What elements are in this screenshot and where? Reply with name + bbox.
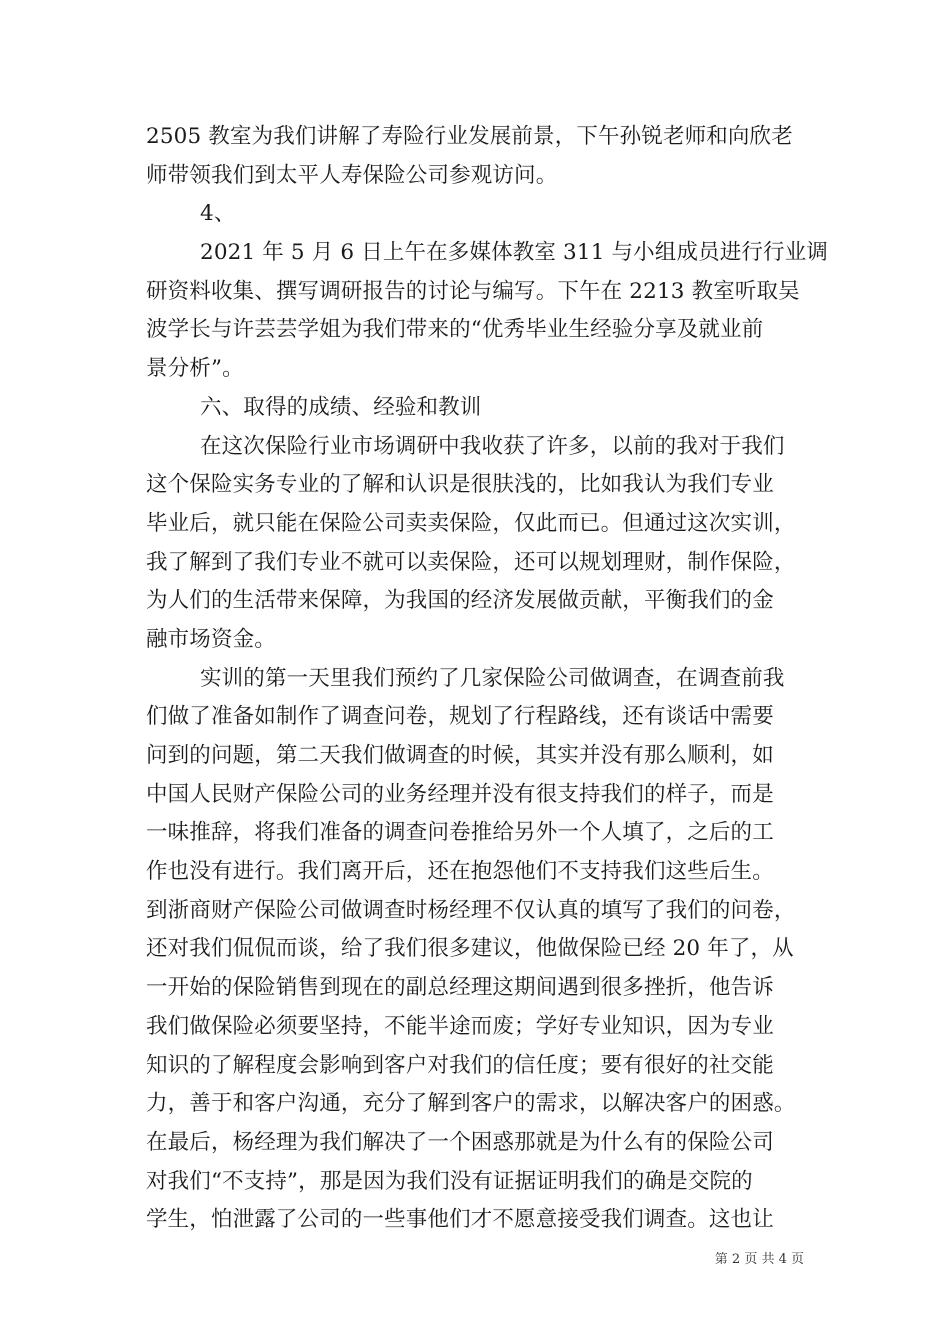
text-line: 波学长与许芸芸学姐为我们带来的“优秀毕业生经验分享及就业前 — [146, 317, 764, 343]
text-line: 在这次保险行业市场调研中我收获了许多，以前的我对于我们 — [200, 433, 785, 459]
page-number: 第 2 页 共 4 页 — [714, 1252, 804, 1267]
text-line: 六、取得的成绩、经验和教训 — [200, 394, 482, 420]
text-line: 2021 年 5 月 6 日上午在多媒体教室 311 与小组成员进行行业调 — [200, 240, 829, 266]
text-line: 还对我们侃侃而谈，给了我们很多建议，他做保险已经 20 年了，从 — [146, 936, 794, 962]
text-line: 研资料收集、撰写调研报告的讨论与编写。下午在 2213 教室听取吴 — [146, 278, 800, 304]
text-line: 在最后，杨经理为我们解决了一个困惑那就是为什么有的保险公司 — [146, 1129, 774, 1155]
text-line: 作也没有进行。我们离开后，还在抱怨他们不支持我们这些后生。 — [146, 859, 774, 885]
text-line: 实训的第一天里我们预约了几家保险公司做调查，在调查前我 — [200, 665, 785, 691]
text-line: 毕业后，就只能在保险公司卖卖保险，仅此而已。但通过这次实训， — [146, 510, 796, 536]
text-line: 中国人民财产保险公司的业务经理并没有很支持我们的样子，而是 — [146, 781, 774, 807]
text-line: 到浙商财产保险公司做调查时杨经理不仅认真的填写了我们的问卷， — [146, 897, 796, 923]
document-body — [146, 118, 829, 1240]
text-line: 2505 教室为我们讲解了寿险行业发展前景，下午孙锐老师和向欣老 — [146, 124, 793, 149]
text-line: 这个保险实务专业的了解和认识是很肤浅的，比如我认为我们专业 — [146, 472, 774, 498]
text-line: 一开始的保险销售到现在的副总经理这期间遇到很多挫折，他告诉 — [146, 975, 774, 1001]
text-line: 景分析”。 — [146, 356, 244, 382]
text-line: 我了解到了我们专业不就可以卖保险，还可以规划理财，制作保险， — [146, 549, 796, 575]
text-line: 我们做保险必须要坚持，不能半途而废；学好专业知识，因为专业 — [146, 1013, 774, 1039]
text-line: 为人们的生活带来保障，为我国的经济发展做贡献，平衡我们的金 — [146, 588, 774, 614]
text-line: 4、 — [200, 201, 236, 227]
text-line: 力，善于和客户沟通，充分了解到客户的需求，以解决客户的困惑。 — [146, 1091, 796, 1117]
text-line: 一味推辞，将我们准备的调查问卷推给另外一个人填了，之后的工 — [146, 820, 774, 846]
text-line: 们做了准备如制作了调查问卷，规划了行程路线，还有谈话中需要 — [146, 704, 774, 730]
text-line: 问到的问题，第二天我们做调查的时候，其实并没有那么顺利，如 — [146, 743, 774, 768]
text-line: 融市场资金。 — [146, 626, 276, 652]
text-line: 知识的了解程度会影响到客户对我们的信任度；要有很好的社交能 — [146, 1052, 774, 1078]
text-line: 师带领我们到太平人寿保险公司参观访问。 — [146, 162, 558, 188]
text-line: 学生，怕泄露了公司的一些事他们才不愿意接受我们调查。这也让 — [146, 1207, 774, 1233]
text-line: 对我们“不支持”，那是因为我们没有证据证明我们的确是交院的 — [146, 1168, 753, 1194]
